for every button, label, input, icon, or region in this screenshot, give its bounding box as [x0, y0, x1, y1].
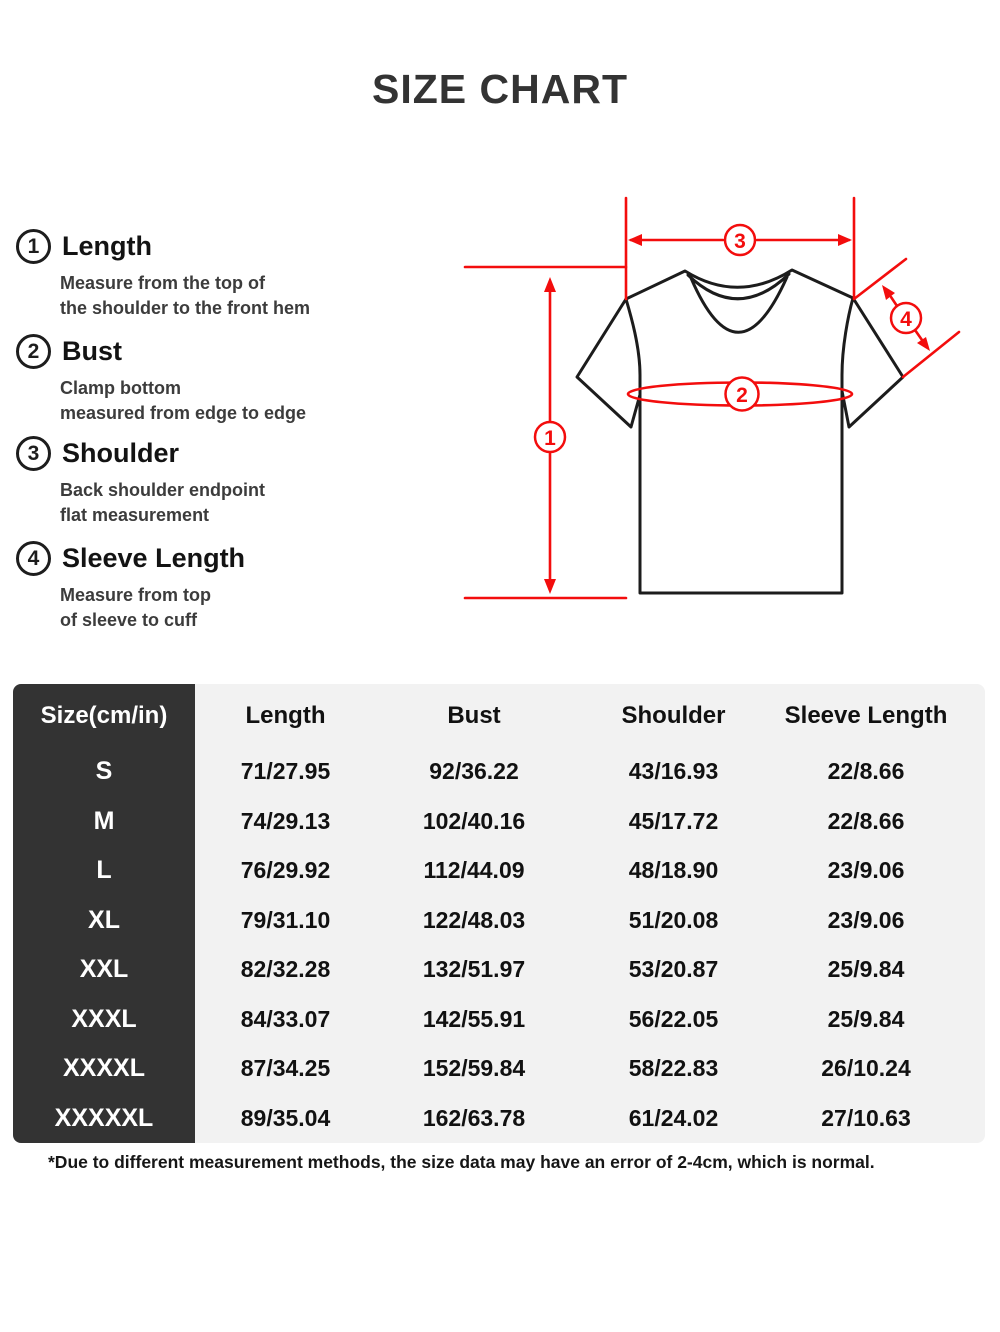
table-row-l [13, 846, 985, 896]
circled-number-2-icon: 2 [16, 334, 51, 369]
header-size: Size(cm/in) [13, 684, 195, 747]
circled-number-4-icon: 4 [16, 541, 51, 576]
length-arrowhead-up [544, 277, 556, 292]
measure-item-shoulder [16, 436, 446, 528]
table-header-row [13, 684, 985, 747]
circled-number-3-icon: 3 [16, 436, 51, 471]
shoulder-arrowhead-right [838, 234, 852, 246]
header-sleeve-length: Sleeve Length [784, 701, 948, 729]
bust-cell: 142/55.91 [422, 1005, 526, 1032]
header-length: Length [245, 701, 326, 729]
size-cell: M [13, 797, 195, 847]
length-cell: 82/32.28 [240, 956, 331, 983]
tshirt-outline-icon [577, 270, 903, 593]
shoulder-cell: 58/22.83 [628, 1055, 719, 1082]
size-cell: XXL [13, 945, 195, 995]
circled-number-1-icon: 1 [16, 229, 51, 264]
bust-cell: 152/59.84 [422, 1055, 526, 1082]
measure-label-length: Length [62, 231, 152, 261]
size-cell: XXXXL [13, 1044, 195, 1094]
table-row-xxxxxl [13, 1094, 985, 1144]
measure-item-sleeve-length [16, 541, 446, 633]
length-cell: 84/33.07 [240, 1005, 331, 1032]
bust-cell: 92/36.22 [429, 758, 519, 785]
bust-cell: 132/51.97 [422, 956, 526, 983]
length-cell: 71/27.95 [240, 758, 331, 785]
size-cell: XXXXXL [13, 1094, 195, 1144]
header-shoulder: Shoulder [621, 701, 726, 729]
sleeve-arrow-upper-segment [891, 297, 897, 306]
size-cell: S [13, 747, 195, 797]
length-cell: 79/31.10 [240, 906, 331, 933]
measure-label-shoulder: Shoulder [62, 438, 180, 468]
tshirt-measurement-diagram [450, 175, 998, 645]
sleeve-cell: 22/8.66 [827, 807, 905, 834]
sleeve-arrow-lower-segment [915, 330, 922, 340]
bust-cell: 162/63.78 [422, 1104, 526, 1131]
table-row-m [13, 797, 985, 847]
page-title: SIZE CHART [372, 66, 628, 112]
measure-label-sleeve-length: Sleeve Length [62, 543, 246, 573]
marker-label-1: 1 [544, 427, 556, 450]
measure-label-bust: Bust [62, 336, 122, 366]
bust-cell: 102/40.16 [422, 807, 526, 834]
shoulder-cell: 48/18.90 [628, 857, 719, 884]
shirt-body [626, 270, 853, 593]
measure-desc-bust: Clamp bottom measured from edge to edge [60, 378, 307, 423]
length-cell: 76/29.92 [240, 857, 331, 884]
shoulder-cell: 43/16.93 [628, 758, 719, 785]
length-cell: 74/29.13 [240, 807, 331, 834]
size-cell: XXXL [13, 995, 195, 1045]
size-cell: XL [13, 896, 195, 946]
marker-label-2: 2 [736, 384, 748, 407]
sleeve-arrowhead-down [917, 337, 930, 351]
table-row-xxl [13, 945, 985, 995]
sleeve-cell: 27/10.63 [821, 1104, 911, 1131]
sleeve-cell: 23/9.06 [827, 857, 905, 884]
length-arrowhead-down [544, 579, 556, 594]
measure-desc-shoulder: Back shoulder endpoint flat measurement [60, 480, 266, 525]
sleeve-cell: 26/10.24 [821, 1055, 911, 1082]
table-row-s [13, 747, 985, 797]
shoulder-cell: 61/24.02 [628, 1104, 719, 1131]
shoulder-arrowhead-left [628, 234, 642, 246]
marker-label-3: 3 [734, 230, 746, 253]
size-table [13, 684, 985, 1143]
shoulder-cell: 45/17.72 [628, 807, 719, 834]
sleeve-cell: 22/8.66 [827, 758, 905, 785]
measure-desc-sleeve-length: Measure from top of sleeve to cuff [60, 585, 212, 630]
sleeve-cuff-extension-line [903, 332, 959, 377]
shoulder-cell: 53/20.87 [628, 956, 719, 983]
shoulder-cell: 51/20.08 [628, 906, 719, 933]
sleeve-cell: 25/9.84 [827, 1005, 905, 1032]
length-cell: 87/34.25 [240, 1055, 331, 1082]
table-row-xl [13, 896, 985, 946]
bust-cell: 112/44.09 [423, 857, 525, 884]
measure-item-bust [16, 334, 446, 426]
shoulder-cell: 56/22.05 [628, 1005, 719, 1032]
measurement-disclaimer: *Due to different measurement methods, the size data may have an error of 2-4cm, which is normal. [48, 1152, 875, 1172]
sleeve-top-extension-line [854, 259, 906, 299]
bust-cell: 122/48.03 [422, 906, 526, 933]
measure-desc-length: Measure from the top of the shoulder to the front hem [60, 273, 310, 318]
measure-item-length [16, 229, 446, 321]
sleeve-cell: 25/9.84 [827, 956, 905, 983]
header-bust: Bust [447, 701, 501, 729]
length-cell: 89/35.04 [240, 1104, 331, 1131]
table-row-xxxxl [13, 1044, 985, 1094]
sleeve-cell: 23/9.06 [827, 906, 905, 933]
table-row-xxxl [13, 995, 985, 1045]
marker-label-4: 4 [900, 308, 912, 331]
size-cell: L [13, 846, 195, 896]
